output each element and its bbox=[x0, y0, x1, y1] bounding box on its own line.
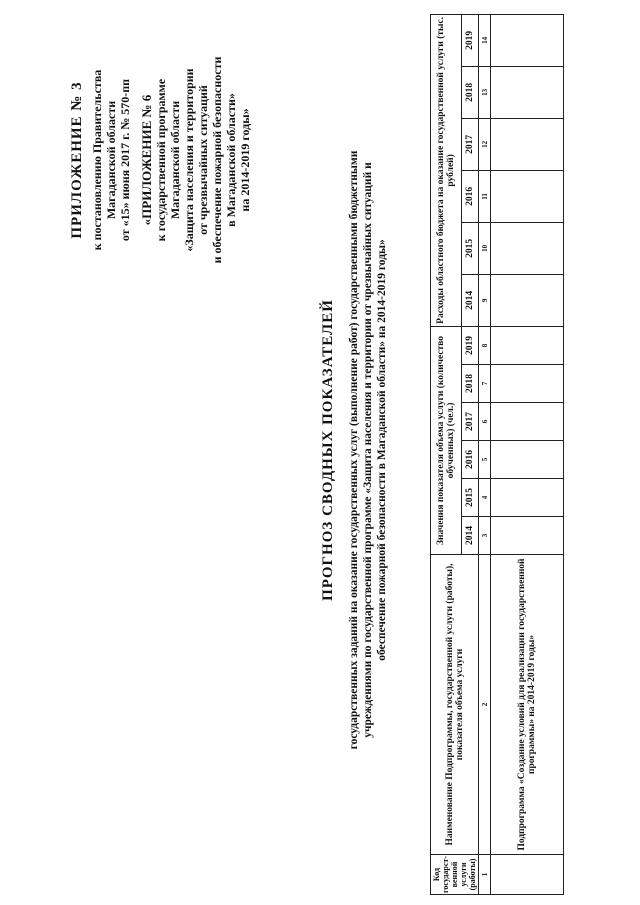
year-cell: 2017 bbox=[461, 403, 478, 441]
year-cell: 2016 bbox=[461, 170, 478, 222]
page-title: ПРОГНОЗ СВОДНЫХ ПОКАЗАТЕЛЕЙ bbox=[320, 299, 336, 601]
table-row bbox=[491, 14, 564, 894]
appendix-line: и обеспечение пожарной безопасности bbox=[210, 56, 224, 264]
subtitle-line: обеспечение пожарной безопасности в Магаданской области» на 2014-2019 годы» bbox=[376, 239, 388, 661]
empty-cell bbox=[491, 274, 564, 326]
header-name: Наименование Подпрограммы, государственной услуги (работы), показателя объема услуги bbox=[431, 555, 479, 855]
appendix-line: от «15» июня 2017 г. № 570-пп bbox=[118, 78, 132, 242]
appendix-block bbox=[70, 15, 252, 305]
empty-cell bbox=[491, 118, 564, 170]
column-number: 12 bbox=[479, 118, 491, 170]
year-cell: 2019 bbox=[461, 14, 478, 66]
column-number: 2 bbox=[479, 555, 491, 855]
year-cell: 2016 bbox=[461, 441, 478, 479]
subtitle-line: государственных заданий на оказание государственных услуг (выполнение работ) государственными бюджетными bbox=[348, 150, 360, 750]
empty-cell bbox=[491, 170, 564, 222]
header-code: Код государст-венной услуги (работы) bbox=[432, 855, 477, 893]
column-number: 13 bbox=[479, 66, 491, 118]
year-cell: 2014 bbox=[461, 517, 478, 555]
empty-cell bbox=[491, 479, 564, 517]
appendix-line: «Защита населения и территории bbox=[182, 68, 196, 252]
column-number-row bbox=[479, 14, 491, 894]
empty-cell bbox=[491, 441, 564, 479]
year-cell: 2019 bbox=[461, 326, 478, 364]
appendix-line: на 2014-2019 годы» bbox=[238, 108, 252, 212]
column-number: 4 bbox=[479, 479, 491, 517]
appendix-line: к постановлению Правительства bbox=[90, 69, 104, 251]
header-values: Значения показателя объема услуги (количество обученных) (чел.) bbox=[431, 326, 462, 554]
subtitle-line: учреждениями по государственной программе «Защита населения и территории от чрезвычайных ситуаций и bbox=[362, 162, 374, 738]
column-number: 5 bbox=[479, 441, 491, 479]
appendix-header: ПРИЛОЖЕНИЕ № 3 bbox=[69, 81, 85, 239]
column-number: 10 bbox=[479, 222, 491, 274]
appendix-line: к государственной программе bbox=[154, 78, 168, 242]
appendix-header-2: «ПРИЛОЖЕНИЕ № 6 bbox=[139, 94, 154, 226]
column-number: 7 bbox=[479, 365, 491, 403]
empty-cell bbox=[491, 222, 564, 274]
appendix-line: Магаданской области bbox=[104, 100, 118, 220]
appendix-line: в Магаданской области» bbox=[224, 93, 238, 227]
column-number: 1 bbox=[479, 855, 491, 895]
column-number: 3 bbox=[479, 517, 491, 555]
column-number: 11 bbox=[479, 170, 491, 222]
title-block bbox=[320, 55, 389, 845]
row-name: Подпрограмма «Создание условий для реализации государственной программы» на 2014-2019 годы» bbox=[491, 555, 564, 855]
empty-cell bbox=[491, 326, 564, 364]
appendix-line: Магаданской области bbox=[168, 100, 182, 220]
appendix-line: от чрезвычайных ситуаций bbox=[196, 85, 210, 235]
column-number: 9 bbox=[479, 274, 491, 326]
row-code bbox=[491, 855, 564, 895]
header-expenses: Расходы областного бюджета на оказание государственной услуги (тыс. рублей) bbox=[431, 14, 462, 326]
year-cell: 2015 bbox=[461, 222, 478, 274]
year-cell: 2017 bbox=[461, 118, 478, 170]
empty-cell bbox=[491, 14, 564, 66]
year-cell: 2014 bbox=[461, 274, 478, 326]
empty-cell bbox=[491, 517, 564, 555]
column-number: 6 bbox=[479, 403, 491, 441]
year-cell: 2018 bbox=[461, 365, 478, 403]
empty-cell bbox=[491, 403, 564, 441]
column-number: 8 bbox=[479, 326, 491, 364]
year-cell: 2015 bbox=[461, 479, 478, 517]
empty-cell bbox=[491, 66, 564, 118]
indicators-table bbox=[430, 14, 564, 895]
empty-cell bbox=[491, 365, 564, 403]
year-cell: 2018 bbox=[461, 66, 478, 118]
column-number: 14 bbox=[479, 14, 491, 66]
